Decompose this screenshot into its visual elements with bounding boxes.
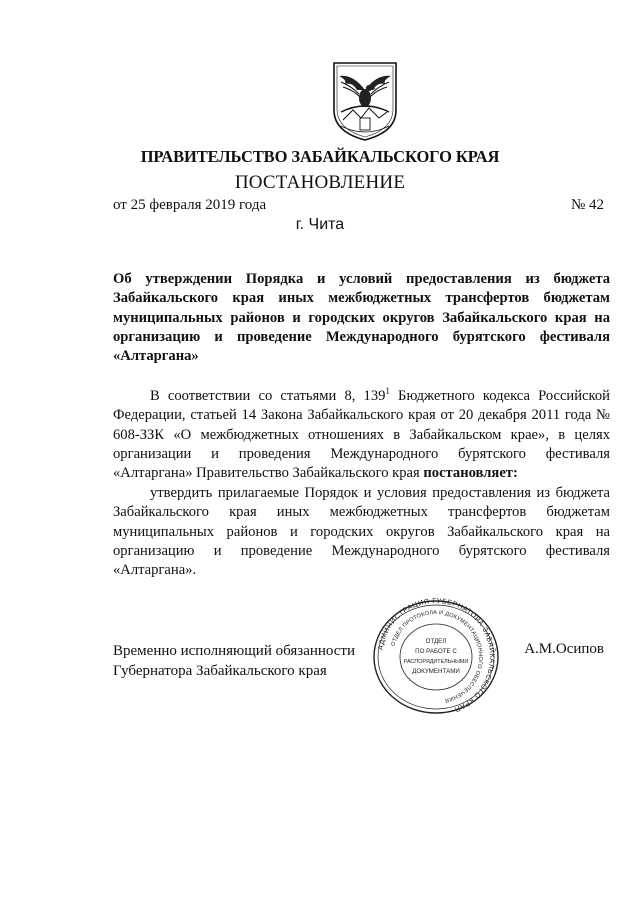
stamp-center-line-2: ПО РАБОТЕ С — [415, 648, 457, 655]
preamble-paragraph — [113, 387, 610, 483]
document-date: от 25 февраля 2019 года — [113, 197, 267, 213]
document-number: № 42 — [570, 197, 604, 213]
stamp-center-line-4: ДОКУМЕНТАМИ — [412, 668, 460, 675]
resolution-paragraph: утвердить прилагаемые Порядок и условия предоставления из бюджета Забайкальского края иных межбюджетных трансфертов бюджетам муниципальных районов и городских округов Забайкальского края на организацию и проведение Международного бурятского фестиваля «Алтаргана». — [113, 485, 610, 579]
official-stamp — [370, 598, 502, 716]
document-heading: Об утверждении Порядка и условий предоставления из бюджета Забайкальского края иных межбюджетных трансфертов бюджетам муниципальных районов и городских округов Забайкальского края на организацию и проведение Международного бурятского фестиваля «Алтаргана» — [113, 271, 610, 365]
article-superscript: 1 — [385, 386, 390, 396]
signer-position-line-2: Губернатора Забайкальского края — [113, 663, 327, 679]
preamble-text-start: В соответствии со статьями 8, 139 — [150, 388, 386, 404]
coat-of-arms-emblem — [331, 60, 399, 142]
signer-position-line-1: Временно исполняющий обязанности — [113, 643, 356, 659]
signer-name: А.М.Осипов — [524, 641, 604, 657]
resolution-keyword: постановляет: — [423, 465, 518, 482]
stamp-center-line-1: ОТДЕЛ — [425, 638, 447, 645]
stamp-center-line-3: РАСПОРЯДИТЕЛЬНЫМИ — [403, 659, 469, 665]
organization-title: ПРАВИТЕЛЬСТВО ЗАБАЙКАЛЬСКОГО КРАЯ — [140, 147, 500, 166]
document-city: г. Чита — [295, 216, 345, 233]
stamp-inner-text: ОТДЕЛ ПРОТОКОЛА И ДОКУМЕНТАЦИОННОГО ОБЕСПЕЧЕНИЯ — [390, 609, 484, 704]
preamble-text-rest: Бюджетного кодекса Российской Федерации, статьей 14 Закона Забайкальского края от 20 декабря 2011 года № 608-ЗЗК «О межбюджетных отношениях в Забайкальском крае», в целях организации и проведения Международного бурятского фестиваля «Алтаргана» Правительство Забайкальского края — [113, 388, 610, 482]
document-type: ПОСТАНОВЛЕНИЕ — [234, 172, 406, 193]
stamp-outer-text: АДМИНИСТРАЦИЯ ГУБЕРНАТОРА ЗАБАЙКАЛЬСКОГО КРАЯ — [377, 598, 496, 713]
signer-position — [113, 641, 355, 681]
